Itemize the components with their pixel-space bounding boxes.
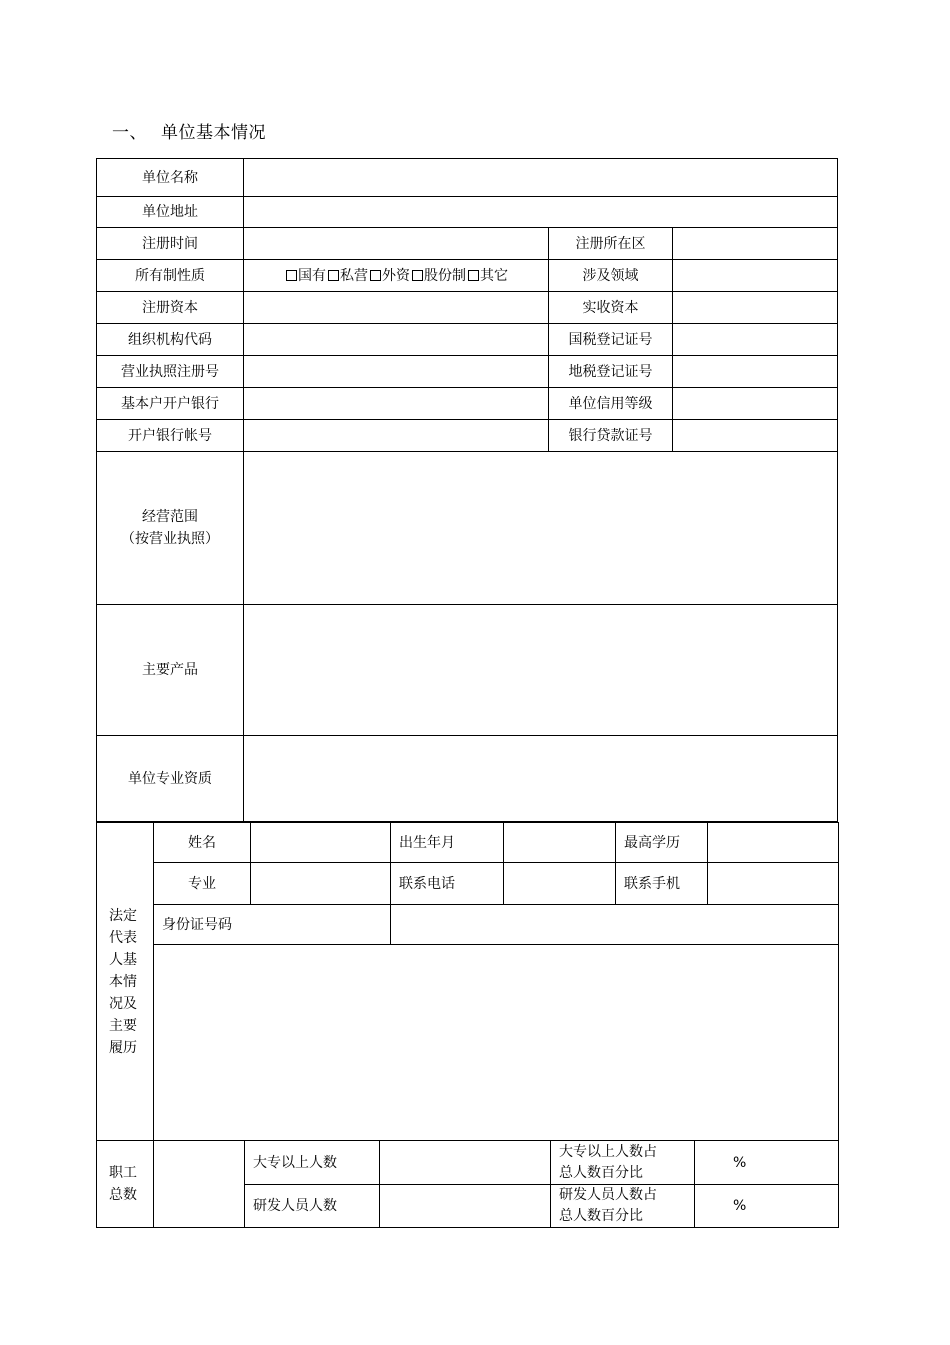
checkbox-other[interactable] xyxy=(468,270,479,281)
rep-birth-label: 出生年月 xyxy=(391,823,504,863)
rep-mobile-field[interactable] xyxy=(708,863,839,905)
total-staff-field[interactable] xyxy=(154,1141,245,1228)
legal-rep-section-text: 法定代表人基本情况及主要履历 xyxy=(109,907,137,1056)
rep-id-label: 身份证号码 xyxy=(154,905,391,945)
unit-name-field[interactable] xyxy=(244,159,838,197)
reg-district-field[interactable] xyxy=(673,228,838,260)
reg-capital-label: 注册资本 xyxy=(97,292,244,324)
license-no-field[interactable] xyxy=(244,356,549,388)
reg-time-field[interactable] xyxy=(244,228,549,260)
business-scope-field[interactable] xyxy=(244,452,838,605)
reg-capital-field[interactable] xyxy=(244,292,549,324)
main-products-field[interactable] xyxy=(244,605,838,736)
account-label: 开户银行帐号 xyxy=(97,420,244,452)
option-label: 其它 xyxy=(480,267,508,284)
option-label: 国有 xyxy=(298,267,326,284)
rep-name-label: 姓名 xyxy=(154,823,251,863)
percent-sign: % xyxy=(733,1154,747,1171)
reg-district-label: 注册所在区 xyxy=(549,228,673,260)
college-pct-label xyxy=(551,1141,695,1185)
percent-sign: % xyxy=(733,1198,747,1214)
rep-phone-label: 联系电话 xyxy=(391,863,504,905)
staff-table xyxy=(96,1140,839,1228)
credit-field[interactable] xyxy=(673,388,838,420)
rd-count-field[interactable] xyxy=(380,1185,551,1228)
total-staff-label xyxy=(97,1141,154,1228)
field-field[interactable] xyxy=(673,260,838,292)
rd-pct-text: 研发人员人数占总人数百分比 xyxy=(559,1187,657,1224)
paid-capital-field[interactable] xyxy=(673,292,838,324)
account-field[interactable] xyxy=(244,420,549,452)
business-scope-label-line1: 经营范围 xyxy=(142,509,198,525)
reg-time-label: 注册时间 xyxy=(97,228,244,260)
rd-pct-field[interactable] xyxy=(695,1185,839,1228)
rep-resume-field[interactable] xyxy=(154,945,839,1141)
rd-count-label: 研发人员人数 xyxy=(245,1185,380,1228)
option-label: 外资 xyxy=(382,267,410,284)
section-title: 单位基本情况 xyxy=(161,123,266,143)
business-scope-label xyxy=(97,452,244,605)
loan-label: 银行贷款证号 xyxy=(549,420,673,452)
basic-info-table xyxy=(96,158,838,822)
local-tax-field[interactable] xyxy=(673,356,838,388)
business-scope-label-line2: （按营业执照） xyxy=(121,531,219,547)
qualification-field[interactable] xyxy=(244,736,838,822)
main-products-label: 主要产品 xyxy=(97,605,244,736)
option-label: 私营 xyxy=(340,267,368,284)
checkbox-foreign[interactable] xyxy=(370,270,381,281)
local-tax-label: 地税登记证号 xyxy=(549,356,673,388)
unit-address-label: 单位地址 xyxy=(97,197,244,228)
org-code-label: 组织机构代码 xyxy=(97,324,244,356)
loan-field[interactable] xyxy=(673,420,838,452)
field-label: 涉及领域 xyxy=(549,260,673,292)
rep-education-label: 最高学历 xyxy=(616,823,708,863)
legal-rep-table xyxy=(96,822,839,1141)
checkbox-state-owned[interactable] xyxy=(286,270,297,281)
checkbox-joint-stock[interactable] xyxy=(412,270,423,281)
checkbox-private[interactable] xyxy=(328,270,339,281)
rep-major-label: 专业 xyxy=(154,863,251,905)
rep-birth-field[interactable] xyxy=(504,823,616,863)
license-no-label: 营业执照注册号 xyxy=(97,356,244,388)
college-count-field[interactable] xyxy=(380,1141,551,1185)
college-pct-field[interactable] xyxy=(695,1141,839,1185)
unit-name-label: 单位名称 xyxy=(97,159,244,197)
ownership-label: 所有制性质 xyxy=(97,260,244,292)
national-tax-field[interactable] xyxy=(673,324,838,356)
credit-label: 单位信用等级 xyxy=(549,388,673,420)
college-count-label: 大专以上人数 xyxy=(245,1141,380,1185)
rep-phone-field[interactable] xyxy=(504,863,616,905)
rep-education-field[interactable] xyxy=(708,823,839,863)
section-heading xyxy=(112,118,266,143)
legal-rep-section-label xyxy=(97,823,154,1141)
total-staff-text: 职工总数 xyxy=(109,1165,137,1203)
bank-field[interactable] xyxy=(244,388,549,420)
rd-pct-label xyxy=(551,1185,695,1228)
unit-address-field[interactable] xyxy=(244,197,838,228)
ownership-options xyxy=(244,260,549,292)
qualification-label: 单位专业资质 xyxy=(97,736,244,822)
paid-capital-label: 实收资本 xyxy=(549,292,673,324)
national-tax-label: 国税登记证号 xyxy=(549,324,673,356)
org-code-field[interactable] xyxy=(244,324,549,356)
rep-major-field[interactable] xyxy=(251,863,391,905)
rep-id-field[interactable] xyxy=(391,905,839,945)
option-label: 股份制 xyxy=(424,267,466,284)
rep-name-field[interactable] xyxy=(251,823,391,863)
bank-label: 基本户开户银行 xyxy=(97,388,244,420)
rep-mobile-label: 联系手机 xyxy=(616,863,708,905)
section-number: 一、 xyxy=(112,123,147,143)
college-pct-text: 大专以上人数占总人数百分比 xyxy=(559,1143,657,1181)
